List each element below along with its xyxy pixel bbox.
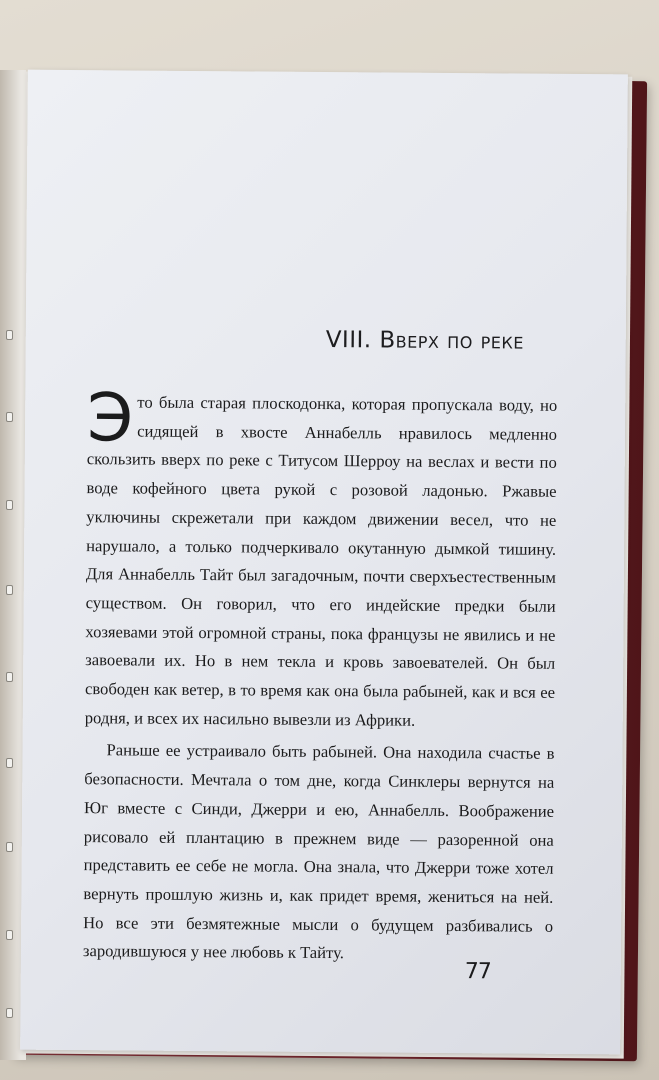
binding-stitch (6, 412, 13, 422)
binding-stitch (6, 672, 13, 682)
binding-stitch (6, 585, 13, 595)
page-number: 77 (464, 959, 491, 985)
paragraph-text: то была старая плоскодонка, которая пропускала воду, но сидящей в хвосте Аннабелль нравилось медленно скользить вверх по реке с Титусом Шерроу на веслах и вести по воде кофейного цвета рукой с розовой ладонью. Ржавые уключины скрежетали при каждом движении весел, что не нарушало, а только подчеркивало окутанную дымкой тишину. Для Аннабелль Тайт был загадочным, почти сверхъестественным существом. Он говорил, что его индейские предки были хозяевами этой огромной страны, пока французы не явились и не завоевали их. Но в нем текла и кровь завоевателей. Он был свободен как ветер, в то время как она была рабыней, как и вся ее родня, и всех их насильно вывезли из Африки. (84, 392, 558, 730)
binding-stitch (6, 1008, 13, 1018)
book-page (20, 70, 628, 1055)
chapter-title: VIII. Вверх по реке (325, 327, 524, 355)
binding-stitch (6, 330, 13, 340)
drop-cap: Э (86, 379, 134, 457)
binding-stitch (6, 758, 13, 768)
paragraph: Раньше ее устраивало быть рабыней. Она находила счастье в безопасности. Мечтала о том дне, когда Синклеры вернутся на Юг вместе с Синди, Джерри и ею, Аннабелль. Воображение рисовало ей плантацию в прежнем виде — разоренной она представить ее себе не могла. Она знала, что Джерри тоже хотел вернуть прошлую жизнь и, как придет время, жениться на ней. Но все эти безмятежные мысли о будущем разбивались о зародившуюся у нее любовь к Тайту. (82, 740, 555, 963)
binding-stitch (6, 842, 13, 852)
paragraph (84, 379, 558, 736)
body-text (82, 379, 558, 970)
binding-stitch (6, 930, 13, 940)
binding-stitch (6, 500, 13, 510)
